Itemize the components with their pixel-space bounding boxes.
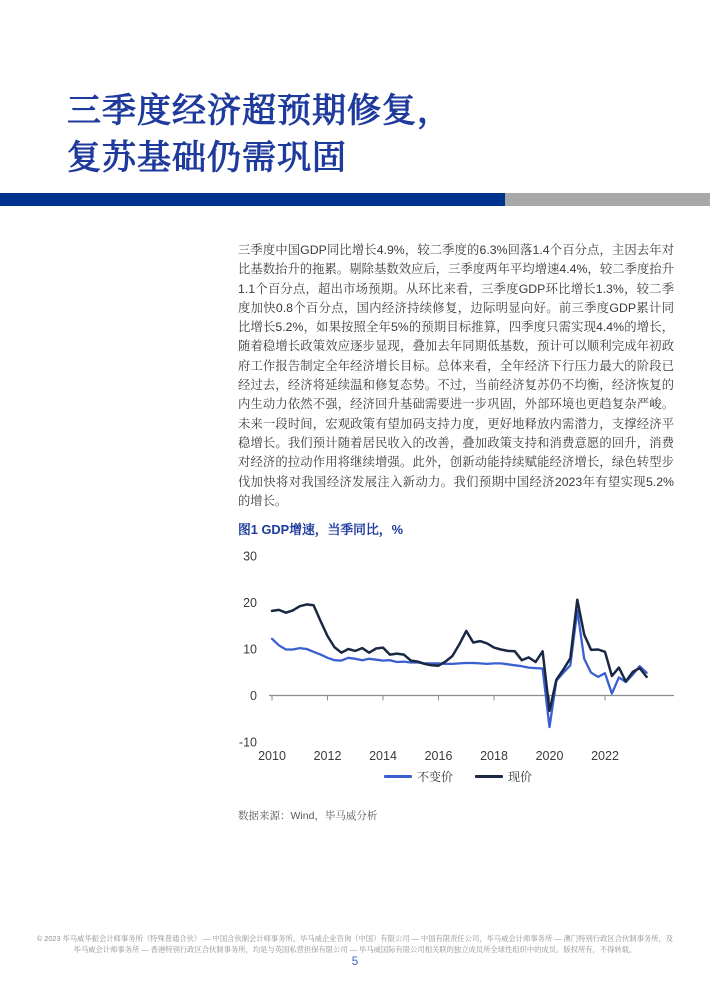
line-current-price <box>272 600 647 711</box>
y-tick-label: 0 <box>250 689 257 703</box>
y-tick-label: 20 <box>243 596 257 610</box>
legend-item-current-price <box>475 768 532 785</box>
body-paragraph: 三季度中国GDP同比增长4.9%，较二季度的6.3%回落1.4个百分点，主因去年对比基数抬升的拖累。剔除基数效应后，三季度两年平均增速4.4%，较二季度抬升1.1个百分点，超出市场预期。从环比来看，三季度GDP环比增长1.3%，较二季度加快0.8个百分点，国内经济持续修复，边际明显向好。前三季度GDP累计同比增长5.2%，如果按照全年5%的预期目标推算，四季度只需实现4.4%的增长，随着稳增长政策效应逐步显现，叠加去年同期低基数，预计可以顺利完成年初政府工作报告制定全年经济增长目标。总体来看，全年经济下行压力最大的阶段已经过去，经济将延续温和修复态势。不过，当前经济复苏仍不均衡，经济恢复的内生动力依然不强，经济回升基础需要进一步巩固，外部环境也更趋复杂严峻。未来一段时间，宏观政策有望加码支持力度，更好地释放内需潜力，支撑经济平稳增长。我们预计随着居民收入的改善，叠加政策支持和消费意愿的回升，消费对经济的拉动作用将继续增强。此外，创新动能持续赋能经济增长，绿色转型步伐加快将对我国经济发展注入新动力。我们预期中国经济2023年有望实现5.2%的增长。 <box>238 243 674 508</box>
y-tick-label: 10 <box>243 642 257 657</box>
chart-legend <box>238 768 678 785</box>
legend-swatch-constant-price-icon <box>384 775 412 778</box>
y-tick-label: -10 <box>238 735 257 750</box>
page-title <box>67 88 627 182</box>
page-footer: © 2023 毕马威华振会计师事务所（特殊普通合伙） — 中国合伙制会计师事务所，毕马威企业咨询（中国）有限公司 — 中国有限责任公司，毕马威会计师事务所 — 澳门特别行政区合伙制事务所，及毕马威会计师事务所 — 香港特别行政区合伙制事务所，均是与英国私营担保有限公司 — 毕马威国际有限公司相关联的独立成员所全球性组织中的成员。版权所有，不得转载。 <box>36 934 674 954</box>
figure-title: 图1 GDP增速，当季同比，% <box>238 522 403 537</box>
legend-label-constant-price: 不变价 <box>416 770 453 784</box>
page-number: 5 <box>351 956 359 968</box>
title-divider-blue-segment <box>0 193 505 206</box>
title-divider-gray-segment <box>505 193 710 206</box>
title-divider <box>0 193 710 206</box>
legend-label-current-price: 现价 <box>508 770 533 784</box>
line-constant-price <box>272 610 647 727</box>
page-title-line1: 三季度经济超预期修复， <box>67 92 452 130</box>
data-source-note: 数据来源：Wind，毕马威分析 <box>238 810 378 822</box>
y-tick-label: 30 <box>243 549 257 564</box>
x-tick-label: 2020 <box>535 749 564 763</box>
x-tick-label: 2022 <box>591 749 619 763</box>
legend-swatch-current-price-icon <box>475 775 503 778</box>
x-tick-label: 2010 <box>258 749 286 763</box>
page-title-line2: 复苏基础仍需巩固 <box>67 139 347 177</box>
x-tick-label: 2012 <box>313 749 342 763</box>
x-tick-label: 2018 <box>480 749 508 763</box>
x-tick-label: 2016 <box>424 749 453 763</box>
x-tick-label: 2014 <box>369 749 397 763</box>
legend-item-constant-price <box>384 768 453 785</box>
